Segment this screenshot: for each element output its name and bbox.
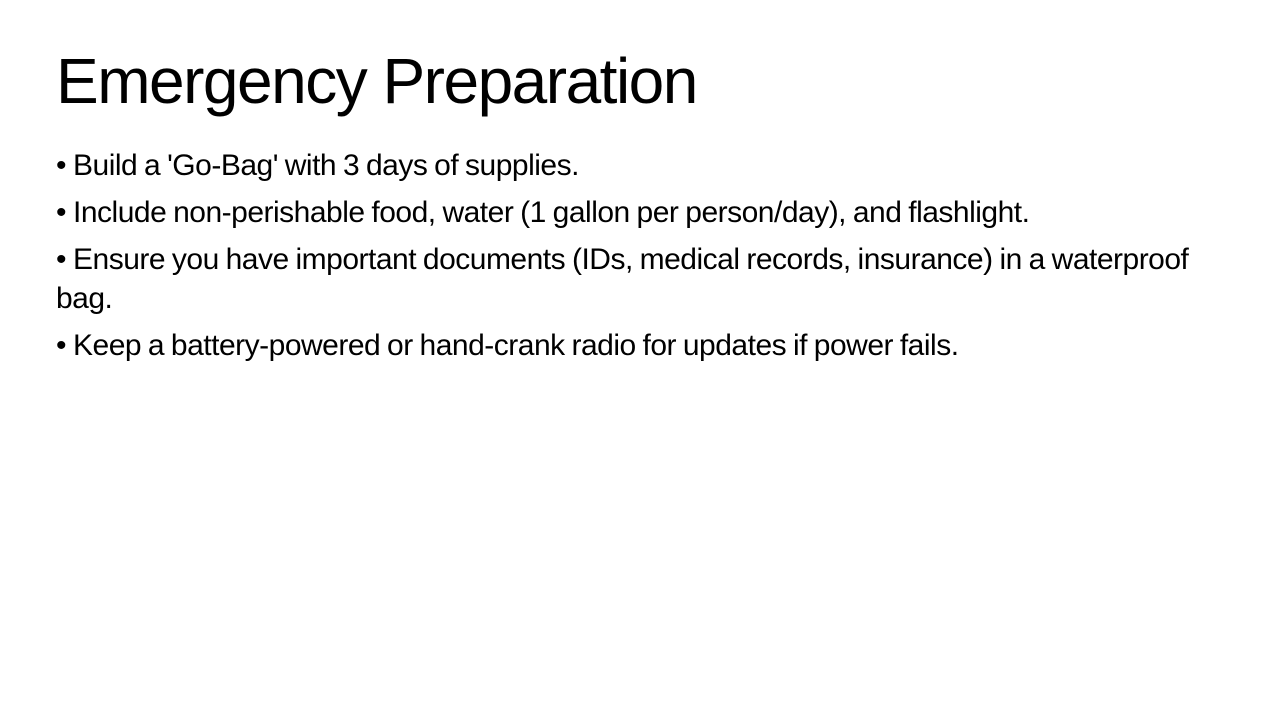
bullet-item-supplies xyxy=(56,193,1218,232)
bullet-marker: • xyxy=(56,196,67,230)
bullet-marker: • xyxy=(56,149,67,183)
bullet-marker: • xyxy=(56,329,67,363)
bullet-text: Ensure you have important documents (IDs, medical records, insurance) in a waterproof bag. xyxy=(56,243,1189,316)
bullet-text: Build a 'Go-Bag' with 3 days of supplies. xyxy=(73,149,579,183)
bullet-item-radio xyxy=(56,326,1218,365)
bullet-text: Keep a battery-powered or hand-crank radio for updates if power fails. xyxy=(73,329,959,363)
bullet-item-documents xyxy=(56,240,1218,318)
slide-title: Emergency Preparation xyxy=(56,45,697,117)
bullet-marker: • xyxy=(56,243,67,277)
bullet-list xyxy=(56,146,1218,365)
bullet-text: Include non-perishable food, water (1 gallon per person/day), and flashlight. xyxy=(73,196,1030,230)
bullet-item-go-bag xyxy=(56,146,1218,185)
